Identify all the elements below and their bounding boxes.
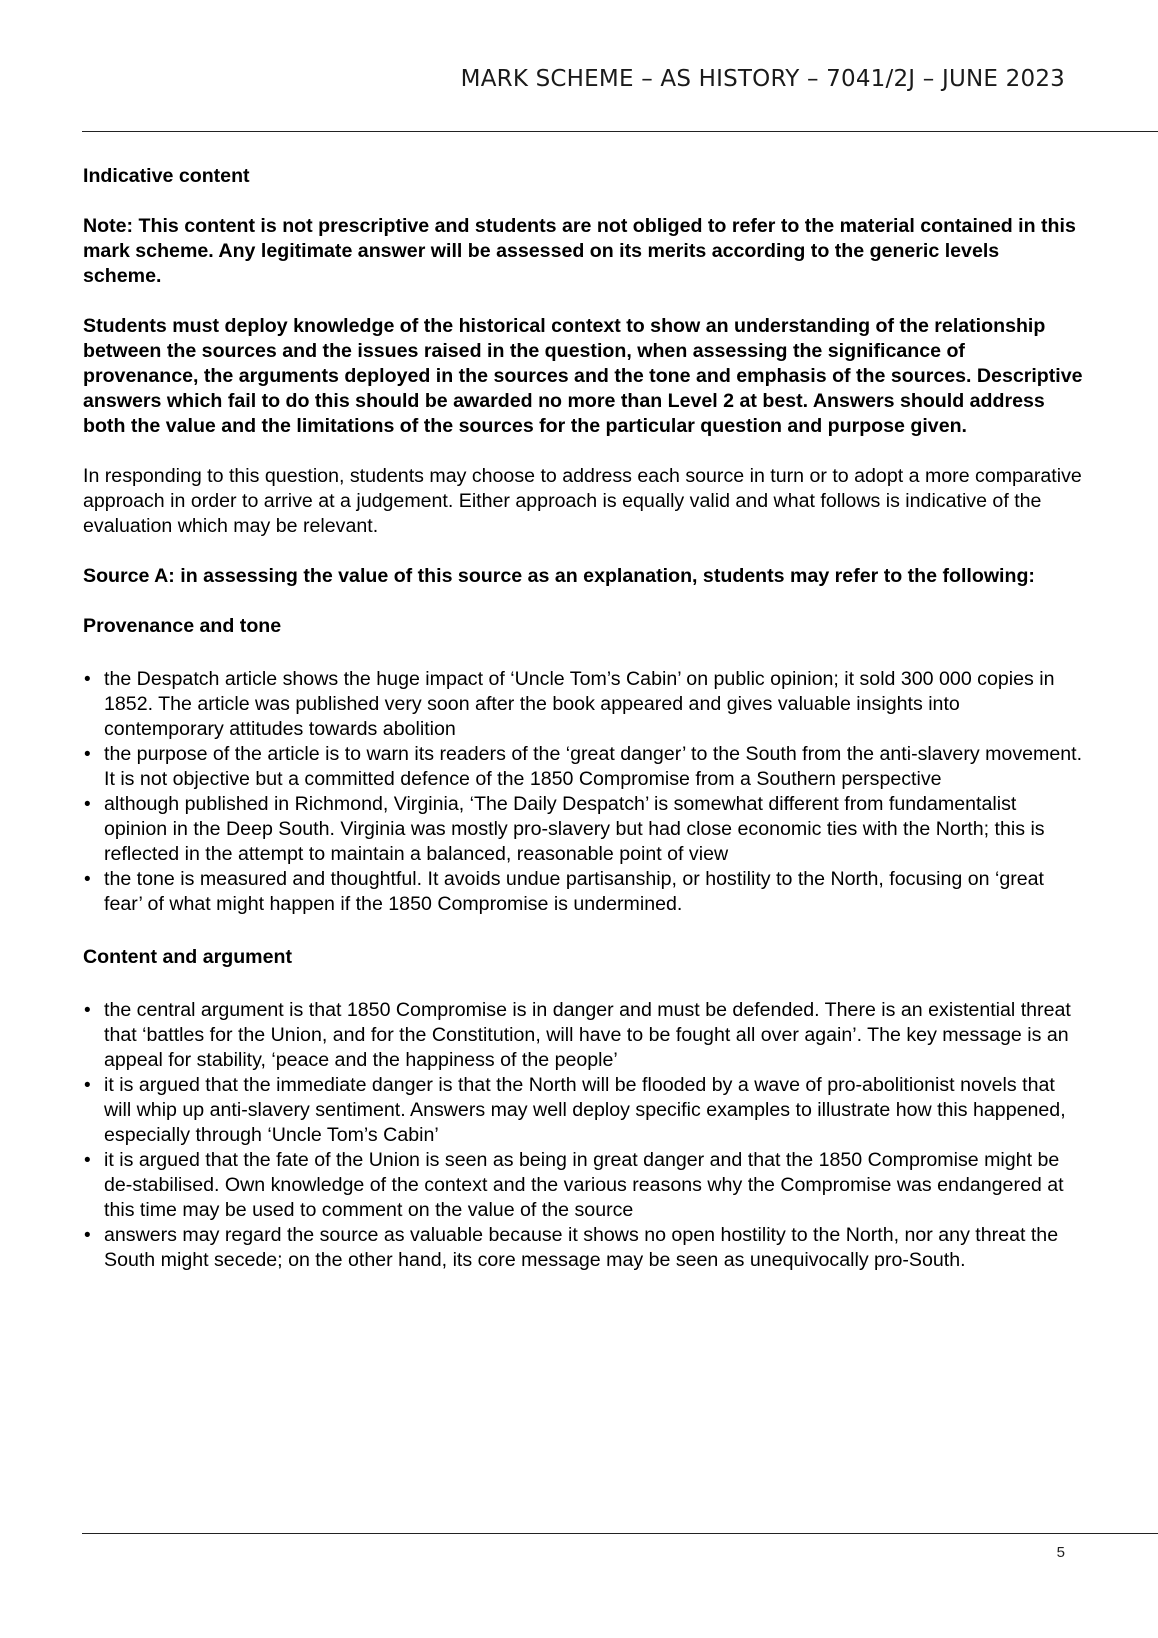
note-paragraph: Note: This content is not prescriptive and students are not obliged to refer to the material contained in this mark scheme. Any legitimate answer will be assessed on its merits according to the generic levels scheme. bbox=[83, 215, 1076, 287]
page-number: 5 bbox=[1056, 1544, 1065, 1561]
document-header-title: MARK SCHEME – AS HISTORY – 7041/2J – JUNE 2023 bbox=[460, 66, 1065, 92]
list-item: • the Despatch article shows the huge impact of ‘Uncle Tom’s Cabin’ on public opinion; it sold 300 000 copies in 1852. The article was published very soon after the book appeared and gives valuable insights into contemporary attitudes towards abolition bbox=[83, 667, 1083, 742]
content-argument-list bbox=[83, 998, 1083, 1273]
header-divider bbox=[82, 131, 1158, 132]
list-item: • it is argued that the fate of the Union is seen as being in great danger and that the 1850 Compromise might be de-stabilised. Own knowledge of the context and the various reasons why the Compromise was endangered at this time may be used to comment on the value of the source bbox=[83, 1148, 1083, 1223]
list-item: • it is argued that the immediate danger is that the North will be flooded by a wave of pro-abolitionist novels that will whip up anti-slavery sentiment. Answers may well deploy specific examples to illustrate how this happened, especially through ‘Uncle Tom’s Cabin’ bbox=[83, 1073, 1083, 1148]
content-argument-heading: Content and argument bbox=[83, 946, 292, 968]
list-item: • although published in Richmond, Virginia, ‘The Daily Despatch’ is somewhat different from fundamentalist opinion in the Deep South. Virginia was mostly pro-slavery but had close economic ties with the North; this is reflected in the attempt to maintain a balanced, reasonable point of view bbox=[83, 792, 1083, 867]
source-a-intro: Source A: in assessing the value of this source as an explanation, students may refer to the following: bbox=[83, 565, 1035, 587]
section-title: Indicative content bbox=[83, 165, 250, 187]
list-item: • the central argument is that 1850 Compromise is in danger and must be defended. There is an existential threat that ‘battles for the Union, and for the Constitution, will have to be fought all over again’. The key message is an appeal for stability, ‘peace and the happiness of the people’ bbox=[83, 998, 1083, 1073]
list-item: • the tone is measured and thoughtful. It avoids undue partisanship, or hostility to the North, focusing on ‘great fear’ of what might happen if the 1850 Compromise is undermined. bbox=[83, 867, 1083, 917]
approach-paragraph: In responding to this question, students may choose to address each source in turn or to adopt a more comparative approach in order to arrive at a judgement. Either approach is equally valid and what follows is indicative of the evaluation which may be relevant. bbox=[83, 465, 1082, 537]
provenance-heading: Provenance and tone bbox=[83, 615, 282, 637]
footer-divider bbox=[82, 1533, 1158, 1534]
document-body bbox=[83, 164, 1083, 1301]
provenance-list bbox=[83, 667, 1083, 917]
list-item: • the purpose of the article is to warn its readers of the ‘great danger’ to the South from the anti-slavery movement. It is not objective but a committed defence of the 1850 Compromise from a Southern perspective bbox=[83, 742, 1083, 792]
list-item: • answers may regard the source as valuable because it shows no open hostility to the North, nor any threat the South might secede; on the other hand, its core message may be seen as unequivocally pro-South. bbox=[83, 1223, 1083, 1273]
instructions-paragraph: Students must deploy knowledge of the historical context to show an understanding of the relationship between the sources and the issues raised in the question, when assessing the significance of provenance, the arguments deployed in the sources and the tone and emphasis of the sources. Descriptive answers which fail to do this should be awarded no more than Level 2 at best. Answers should address both the value and the limitations of the sources for the particular question and purpose given. bbox=[83, 315, 1083, 437]
